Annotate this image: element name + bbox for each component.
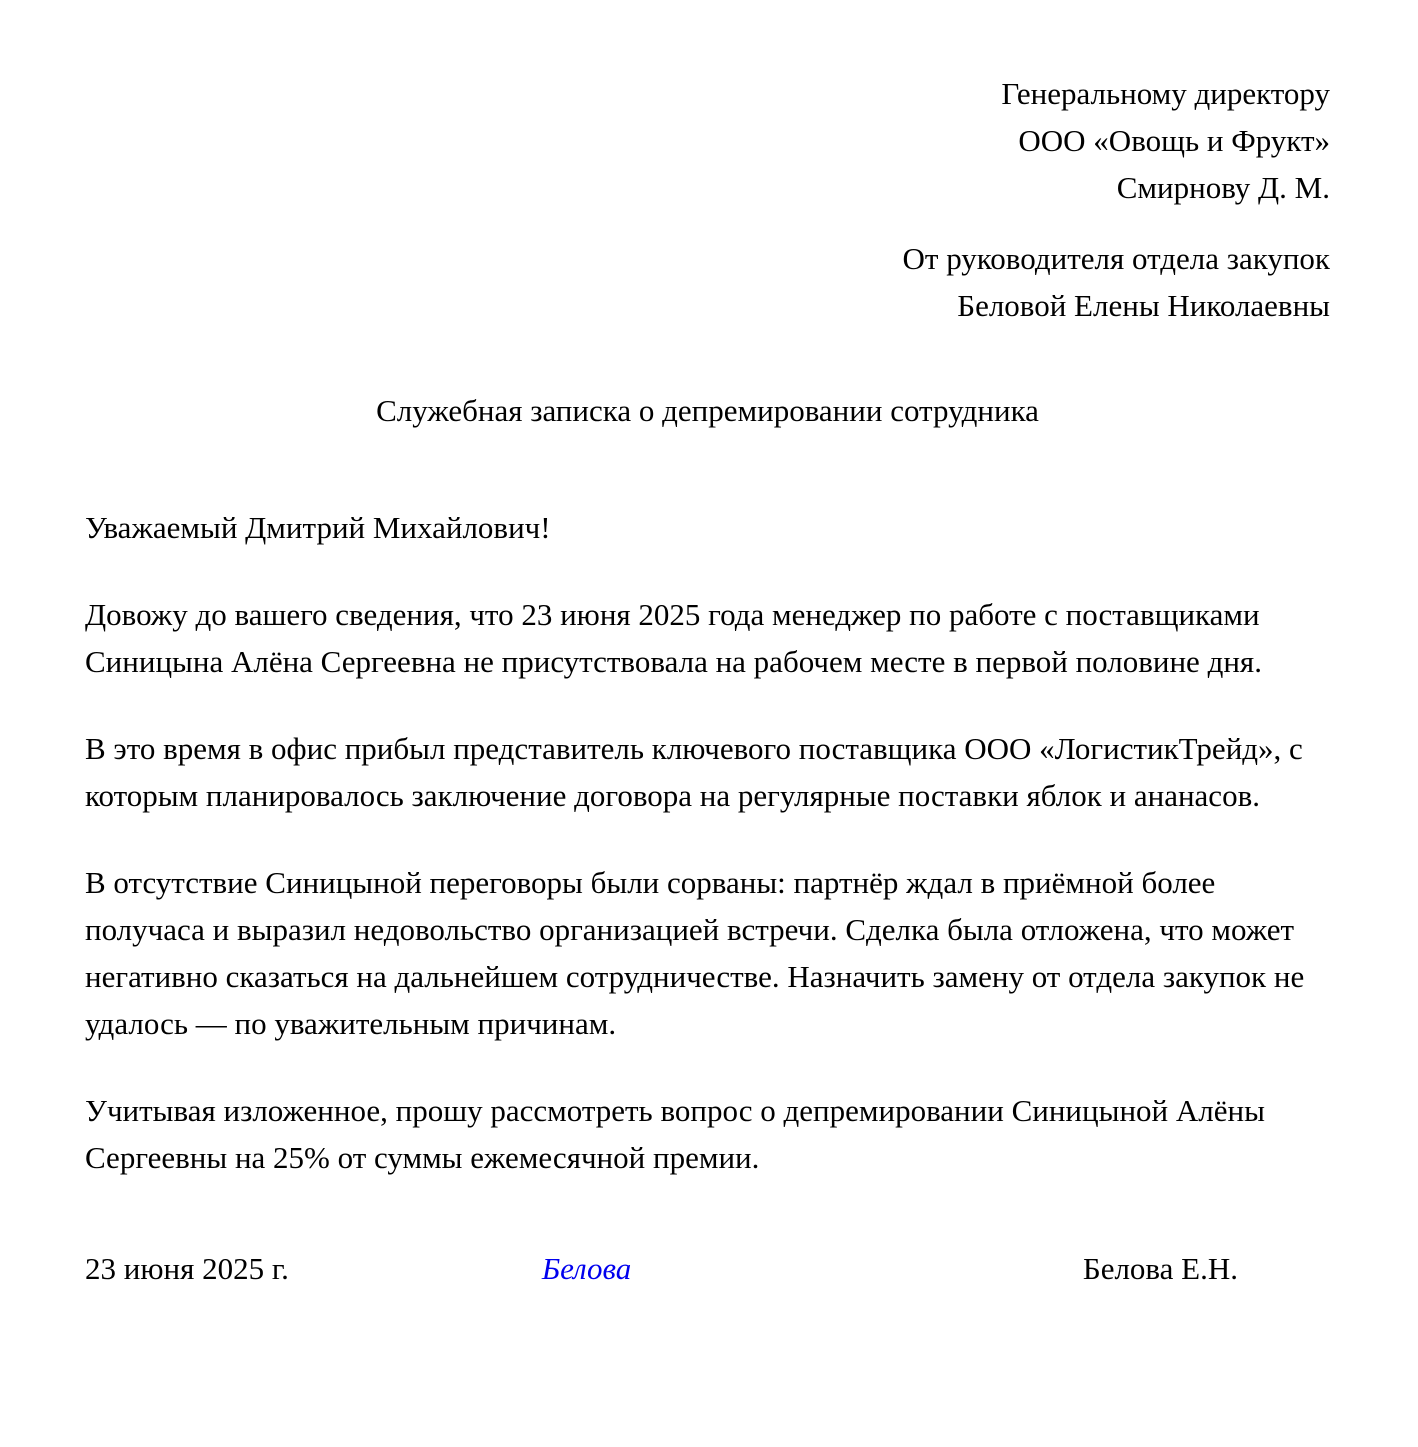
footer-row bbox=[85, 1245, 1330, 1292]
body-paragraph-3: В отсутствие Синицыной переговоры были сорваны: партнёр ждал в приёмной более получаса и выразил недовольство организацией встречи. Сделка была отложена, что может негативно сказаться на дальнейшем сотрудничестве. Назначить замену от отдела закупок не удалось — по уважительным причинам. bbox=[85, 865, 1305, 1041]
greeting: Уважаемый Дмитрий Михайлович! bbox=[85, 510, 551, 545]
document-title: Служебная записка о депремировании сотрудника bbox=[376, 393, 1039, 428]
document-date: 23 июня 2025 г. bbox=[85, 1251, 289, 1286]
sender-block bbox=[85, 235, 1330, 329]
signatory-name: Белова Е.Н. bbox=[1082, 1251, 1238, 1286]
sender-line-2: Беловой Елены Николаевны bbox=[957, 288, 1330, 323]
recipient-block bbox=[85, 70, 1330, 211]
recipient-line-2: ООО «Овощь и Фрукт» bbox=[1018, 123, 1330, 158]
sender-line-1: От руководителя отдела закупок bbox=[902, 241, 1330, 276]
body-paragraph-2: В это время в офис прибыл представитель ключевого поставщика ООО «ЛогистикТрейд», с которым планировалось заключение договора на регулярные поставки яблок и ананасов. bbox=[85, 731, 1303, 813]
body-paragraph-4: Учитывая изложенное, прошу рассмотреть вопрос о депремировании Синицыной Алёны Сергеевны на 25% от суммы ежемесячной премии. bbox=[85, 1093, 1265, 1175]
handwritten-signature: Белова bbox=[541, 1251, 632, 1286]
recipient-line-1: Генеральному директору bbox=[1001, 76, 1330, 111]
recipient-line-3: Смирнову Д. М. bbox=[1116, 170, 1330, 205]
body-paragraph-1: Довожу до вашего сведения, что 23 июня 2025 года менеджер по работе с поставщиками Синицына Алёна Сергеевна не присутствовала на рабочем месте в первой половине дня. bbox=[85, 597, 1262, 679]
